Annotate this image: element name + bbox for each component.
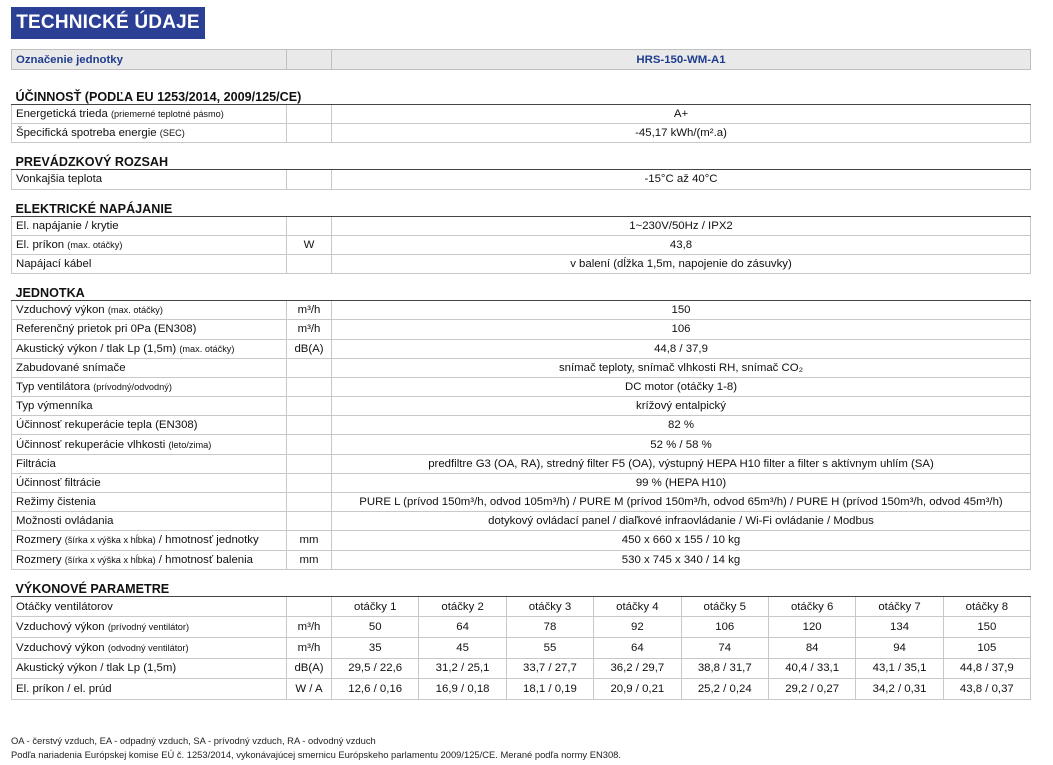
row-value: 99 % (HEPA H10) bbox=[332, 473, 1031, 492]
section-header bbox=[12, 570, 1031, 597]
unit-designation-spacer bbox=[287, 50, 332, 70]
row-label-text: Vzduchový výkon bbox=[16, 304, 105, 317]
row-value: 43,8 bbox=[332, 235, 1031, 254]
row-label-text: Účinnosť rekuperácie tepla (EN308) bbox=[16, 419, 198, 432]
row-value: 450 x 660 x 155 / 10 kg bbox=[332, 531, 1031, 550]
row-unit bbox=[287, 216, 332, 235]
row-unit bbox=[287, 254, 332, 273]
row-label-note: (max. otáčky) bbox=[67, 239, 123, 250]
row-unit: W / A bbox=[287, 679, 332, 700]
row-label bbox=[12, 358, 287, 377]
spec-row bbox=[12, 254, 1031, 273]
unit-designation-label: Označenie jednotky bbox=[12, 50, 287, 70]
row-label bbox=[12, 435, 287, 454]
row-label-note: (max. otáčky) bbox=[179, 343, 235, 354]
speed-value: 45 bbox=[419, 637, 506, 658]
row-label bbox=[12, 320, 287, 339]
row-label-text: Zabudované snímače bbox=[16, 361, 126, 374]
row-label-text: Akustický výkon / tlak Lp (1,5m) bbox=[16, 662, 177, 675]
row-label bbox=[12, 637, 287, 658]
row-label-note: (leto/zima) bbox=[168, 439, 212, 450]
row-label bbox=[12, 679, 287, 700]
row-unit bbox=[287, 358, 332, 377]
speed-value: 12,6 / 0,16 bbox=[332, 679, 419, 700]
section-header bbox=[12, 274, 1031, 301]
row-label bbox=[12, 105, 287, 124]
speed-value: otáčky 2 bbox=[419, 596, 506, 617]
row-unit: mm bbox=[287, 531, 332, 550]
row-value: PURE L (prívod 150m³/h, odvod 105m³/h) / PURE M (prívod 150m³/h, odvod 65m³/h) / PURE H (prívod 150m³/h, odvod 45m³/h) bbox=[332, 493, 1031, 512]
spec-row bbox=[12, 216, 1031, 235]
row-label-text: Vonkajšia teplota bbox=[16, 173, 103, 186]
speed-value: 36,2 / 29,7 bbox=[594, 658, 681, 679]
section-title: PREVÁDZKOVÝ ROZSAH bbox=[12, 143, 1031, 170]
row-label-text: El. príkon / el. prúd bbox=[16, 682, 112, 695]
speed-value: 20,9 / 0,21 bbox=[594, 679, 681, 700]
row-label-text: Špecifická spotreba energie bbox=[16, 127, 157, 140]
spec-row bbox=[12, 416, 1031, 435]
row-label-suffix: / hmotnosť balenia bbox=[158, 553, 253, 566]
speed-value: otáčky 3 bbox=[506, 596, 593, 617]
row-unit bbox=[287, 416, 332, 435]
row-unit: m³/h bbox=[287, 617, 332, 638]
row-label bbox=[12, 339, 287, 358]
performance-row bbox=[12, 617, 1031, 638]
section-header bbox=[12, 143, 1031, 170]
row-unit: dB(A) bbox=[287, 339, 332, 358]
row-value: 1~230V/50Hz / IPX2 bbox=[332, 216, 1031, 235]
section-header bbox=[12, 70, 1031, 105]
performance-table bbox=[11, 570, 1031, 700]
speed-value: otáčky 8 bbox=[943, 596, 1030, 617]
row-label-note: (max. otáčky) bbox=[107, 305, 163, 316]
row-label-text: Účinnosť rekuperácie vlhkosti bbox=[16, 438, 166, 451]
row-label-suffix: / hmotnosť jednotky bbox=[158, 534, 259, 547]
row-label bbox=[12, 617, 287, 638]
row-value: predfiltre G3 (OA, RA), stredný filter F5 (OA), výstupný HEPA H10 filter a filter s aktívnym uhlím (SA) bbox=[332, 454, 1031, 473]
spec-row bbox=[12, 435, 1031, 454]
row-label-text: Akustický výkon / tlak Lp (1,5m) bbox=[16, 342, 177, 355]
row-label-text: El. napájanie / krytie bbox=[16, 219, 119, 232]
row-label-note: (šírka x výška x hĺbka) bbox=[64, 554, 156, 565]
spec-row bbox=[12, 170, 1031, 189]
row-label bbox=[12, 658, 287, 679]
row-value: 52 % / 58 % bbox=[332, 435, 1031, 454]
row-unit bbox=[287, 473, 332, 492]
row-label-text: Filtrácia bbox=[16, 457, 56, 470]
row-label-text: Účinnosť filtrácie bbox=[16, 476, 101, 489]
row-label-text: Otáčky ventilátorov bbox=[16, 600, 113, 613]
speed-value: 94 bbox=[856, 637, 943, 658]
speed-value: otáčky 1 bbox=[332, 596, 419, 617]
spec-row bbox=[12, 339, 1031, 358]
speed-value: otáčky 7 bbox=[856, 596, 943, 617]
section-title: ELEKTRICKÉ NAPÁJANIE bbox=[12, 189, 1031, 216]
spec-row bbox=[12, 124, 1031, 143]
row-label bbox=[12, 473, 287, 492]
row-unit bbox=[287, 124, 332, 143]
speed-value: 105 bbox=[943, 637, 1030, 658]
speed-value: 55 bbox=[506, 637, 593, 658]
footnote-regulation: Podľa nariadenia Európskej komise EÚ č. 1253/2014, vykonávajúcej smernicu Európskeho parlamentu 2009/125/CE. Merané podľa normy EN308. bbox=[11, 749, 621, 760]
row-label-note: (prívodný ventilátor) bbox=[107, 622, 190, 633]
speed-value: 78 bbox=[506, 617, 593, 638]
speed-value: 38,8 / 31,7 bbox=[681, 658, 768, 679]
speed-value: 64 bbox=[419, 617, 506, 638]
speed-value: 43,1 / 35,1 bbox=[856, 658, 943, 679]
speed-value: otáčky 6 bbox=[768, 596, 855, 617]
row-label bbox=[12, 512, 287, 531]
unit-model: HRS-150-WM-A1 bbox=[332, 50, 1031, 70]
speed-value: 35 bbox=[332, 637, 419, 658]
performance-row bbox=[12, 679, 1031, 700]
row-label-note: (odvodný ventilátor) bbox=[107, 642, 189, 653]
speed-value: 44,8 / 37,9 bbox=[943, 658, 1030, 679]
row-label-text: Rozmery bbox=[16, 534, 62, 547]
speed-value: 84 bbox=[768, 637, 855, 658]
spec-row bbox=[12, 550, 1031, 569]
spec-table-container bbox=[11, 49, 1030, 700]
row-label bbox=[12, 596, 287, 617]
row-value: v balení (dĺžka 1,5m, napojenie do zásuvky) bbox=[332, 254, 1031, 273]
row-label bbox=[12, 493, 287, 512]
row-value: krížový entalpický bbox=[332, 397, 1031, 416]
row-label bbox=[12, 235, 287, 254]
spec-table bbox=[11, 49, 1031, 570]
row-label-text: Referenčný prietok pri 0Pa (EN308) bbox=[16, 323, 197, 336]
row-label-text: Režimy čistenia bbox=[16, 496, 96, 509]
spec-row bbox=[12, 397, 1031, 416]
row-value: 82 % bbox=[332, 416, 1031, 435]
row-label bbox=[12, 216, 287, 235]
unit-designation-row bbox=[12, 50, 1031, 70]
row-label-text: Možnosti ovládania bbox=[16, 515, 114, 528]
spec-row bbox=[12, 301, 1031, 320]
spec-row bbox=[12, 358, 1031, 377]
spec-row bbox=[12, 512, 1031, 531]
row-label bbox=[12, 124, 287, 143]
row-unit bbox=[287, 454, 332, 473]
performance-row bbox=[12, 658, 1031, 679]
row-unit: m³/h bbox=[287, 637, 332, 658]
row-label bbox=[12, 416, 287, 435]
speed-value: 29,2 / 0,27 bbox=[768, 679, 855, 700]
speed-value: 106 bbox=[681, 617, 768, 638]
row-label-note: (SEC) bbox=[159, 128, 185, 139]
speed-value: 120 bbox=[768, 617, 855, 638]
spec-row bbox=[12, 531, 1031, 550]
row-unit bbox=[287, 596, 332, 617]
performance-row bbox=[12, 637, 1031, 658]
spec-row bbox=[12, 473, 1031, 492]
row-label-note: (šírka x výška x hĺbka) bbox=[64, 535, 156, 546]
row-label-note: (prívodný/odvodný) bbox=[93, 381, 172, 392]
speed-value: 50 bbox=[332, 617, 419, 638]
row-label-text: Vzduchový výkon bbox=[16, 621, 105, 634]
row-label-note: (priemerné teplotné pásmo) bbox=[110, 109, 224, 120]
spec-row bbox=[12, 105, 1031, 124]
section-title: ÚČINNOSŤ (PODĽA EU 1253/2014, 2009/125/CE) bbox=[12, 70, 1031, 105]
row-unit: W bbox=[287, 235, 332, 254]
row-value: 106 bbox=[332, 320, 1031, 339]
row-unit: m³/h bbox=[287, 301, 332, 320]
spec-table-body bbox=[12, 50, 1031, 570]
speed-value: 134 bbox=[856, 617, 943, 638]
speed-value: 31,2 / 25,1 bbox=[419, 658, 506, 679]
row-value: -15°C až 40°C bbox=[332, 170, 1031, 189]
footnote-abbreviations: OA - čerstvý vzduch, EA - odpadný vzduch, SA - prívodný vzduch, RA - odvodný vzduch bbox=[11, 735, 376, 746]
row-label-text: Napájací kábel bbox=[16, 258, 92, 271]
row-value: dotykový ovládací panel / diaľkové infraovládanie / Wi-Fi ovládanie / Modbus bbox=[332, 512, 1031, 531]
row-label bbox=[12, 377, 287, 396]
performance-table-body bbox=[12, 570, 1031, 699]
row-value: A+ bbox=[332, 105, 1031, 124]
speed-value: 40,4 / 33,1 bbox=[768, 658, 855, 679]
row-label-text: Rozmery bbox=[16, 553, 62, 566]
speed-value: 74 bbox=[681, 637, 768, 658]
row-unit bbox=[287, 377, 332, 396]
row-value: 44,8 / 37,9 bbox=[332, 339, 1031, 358]
row-label-text: Typ výmenníka bbox=[16, 400, 93, 413]
speed-value: 34,2 / 0,31 bbox=[856, 679, 943, 700]
row-unit: mm bbox=[287, 550, 332, 569]
section-title: JEDNOTKA bbox=[12, 274, 1031, 301]
speed-value: 25,2 / 0,24 bbox=[681, 679, 768, 700]
spec-row bbox=[12, 235, 1031, 254]
row-unit bbox=[287, 493, 332, 512]
row-unit: m³/h bbox=[287, 320, 332, 339]
row-label-text: Vzduchový výkon bbox=[16, 641, 105, 654]
section-header bbox=[12, 189, 1031, 216]
footnotes bbox=[11, 734, 1031, 762]
speed-value: otáčky 5 bbox=[681, 596, 768, 617]
spec-row bbox=[12, 493, 1031, 512]
section-title: VÝKONOVÉ PARAMETRE bbox=[12, 570, 1031, 597]
speed-value: 16,9 / 0,18 bbox=[419, 679, 506, 700]
row-label bbox=[12, 254, 287, 273]
row-value: -45,17 kWh/(m².a) bbox=[332, 124, 1031, 143]
row-label bbox=[12, 301, 287, 320]
performance-row bbox=[12, 596, 1031, 617]
speed-value: 92 bbox=[594, 617, 681, 638]
speed-value: 33,7 / 27,7 bbox=[506, 658, 593, 679]
row-label-text: Typ ventilátora bbox=[16, 380, 91, 393]
row-label bbox=[12, 550, 287, 569]
page-title: TECHNICKÉ ÚDAJE bbox=[11, 7, 205, 39]
row-label bbox=[12, 170, 287, 189]
speed-value: 64 bbox=[594, 637, 681, 658]
row-value: snímač teploty, snímač vlhkosti RH, snímač CO₂ bbox=[332, 358, 1031, 377]
spec-row bbox=[12, 377, 1031, 396]
row-unit bbox=[287, 397, 332, 416]
row-unit bbox=[287, 512, 332, 531]
speed-value: 18,1 / 0,19 bbox=[506, 679, 593, 700]
row-label-text: Energetická trieda bbox=[16, 108, 108, 121]
row-unit bbox=[287, 105, 332, 124]
speed-value: 29,5 / 22,6 bbox=[332, 658, 419, 679]
row-label-text: El. príkon bbox=[16, 238, 65, 251]
row-unit: dB(A) bbox=[287, 658, 332, 679]
spec-row bbox=[12, 320, 1031, 339]
row-value: 530 x 745 x 340 / 14 kg bbox=[332, 550, 1031, 569]
row-value: 150 bbox=[332, 301, 1031, 320]
row-unit bbox=[287, 170, 332, 189]
spec-row bbox=[12, 454, 1031, 473]
row-label bbox=[12, 397, 287, 416]
row-label bbox=[12, 454, 287, 473]
speed-value: otáčky 4 bbox=[594, 596, 681, 617]
row-unit bbox=[287, 435, 332, 454]
row-value: DC motor (otáčky 1-8) bbox=[332, 377, 1031, 396]
row-label bbox=[12, 531, 287, 550]
speed-value: 43,8 / 0,37 bbox=[943, 679, 1030, 700]
speed-value: 150 bbox=[943, 617, 1030, 638]
